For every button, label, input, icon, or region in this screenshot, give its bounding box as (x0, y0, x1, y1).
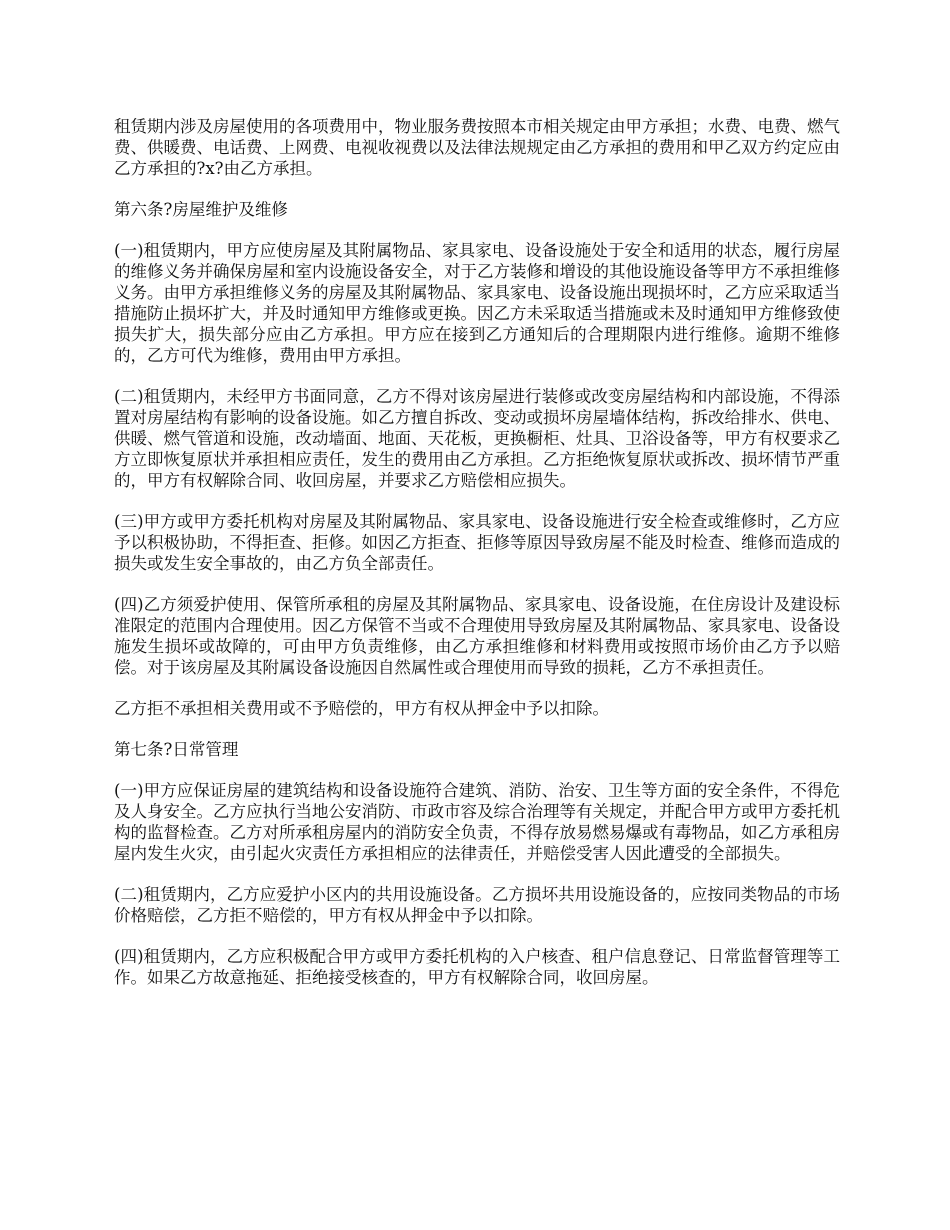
paragraph-7-2: (二)租赁期内，乙方应爱护小区内的共用设施设备。乙方损坏共用设施设备的，应按同类物品的市场价格赔偿，乙方拒不赔偿的，甲方有权从押金中予以扣除。 (114, 885, 840, 925)
heading-article-7: 第七条?日常管理 (114, 740, 239, 759)
heading-article-6: 第六条?房屋维护及维修 (114, 200, 288, 219)
paragraph-6-2: (二)租赁期内，未经甲方书面同意，乙方不得对该房屋进行装修或改变房屋结构和内部设施，不得添置对房屋结构有影响的设备设施。如乙方擅自拆改、变动或损坏房屋墙体结构，拆改给排水、供电、供暖、燃气管道和设施，改动墙面、地面、天花板，更换橱柜、灶具、卫浴设备等，甲方有权要求乙方立即恢复原状并承担相应责任，发生的费用由乙方承担。乙方拒绝恢复原状或拆改、损坏情节严重的，甲方有权解除合同、收回房屋，并要求乙方赔偿相应损失。 (114, 387, 840, 490)
paragraph-7-1: (一)甲方应保证房屋的建筑结构和设备设施符合建筑、消防、治安、卫生等方面的安全条件，不得危及人身安全。乙方应执行当地公安消防、市政市容及综合治理等有关规定，并配合甲方或甲方委托机构的监督检查。乙方对所承租房屋内的消防安全负责，不得存放易燃易爆或有毒物品，如乙方承租房屋内发生火灾，由引起火灾责任方承担相应的法律责任，并赔偿受害人因此遭受的全部损失。 (114, 781, 840, 863)
paragraph-fees: 租赁期内涉及房屋使用的各项费用中，物业服务费按照本市相关规定由甲方承担；水费、电费、燃气费、供暖费、电话费、上网费、电视收视费以及法律法规规定由乙方承担的费用和甲乙双方约定应由乙方承担的?x?由乙方承担。 (114, 117, 840, 178)
paragraph-7-4: (四)租赁期内，乙方应积极配合甲方或甲方委托机构的入户核查、租户信息登记、日常监督管理等工作。如果乙方故意拖延、拒绝接受核查的，甲方有权解除合同，收回房屋。 (114, 947, 840, 987)
paragraph-deposit-deduction: 乙方拒不承担相关费用或不予赔偿的，甲方有权从押金中予以扣除。 (114, 699, 609, 718)
paragraph-6-4: (四)乙方须爱护使用、保管所承租的房屋及其附属物品、家具家电、设备设施，在住房设计及建设标准限定的范围内合理使用。因乙方保管不当或不合理使用导致房屋及其附属物品、家具家电、设备设施发生损坏或故障的，可由甲方负责维修，由乙方承担维修和材料费用或按照市场价由乙方予以赔偿。对于该房屋及其附属设备设施因自然属性或合理使用而导致的损耗，乙方不承担责任。 (114, 595, 840, 677)
document-body (114, 116, 840, 1008)
paragraph-6-1: (一)租赁期内，甲方应使房屋及其附属物品、家具家电、设备设施处于安全和适用的状态，履行房屋的维修义务并确保房屋和室内设施设备安全，对于乙方装修和增设的其他设施设备等甲方不承担维修义务。由甲方承担维修义务的房屋及其附属物品、家具家电、设备设施出现损坏时，乙方应采取适当措施防止损坏扩大，并及时通知甲方维修或更换。因乙方未采取适当措施或未及时通知甲方维修致使损失扩大，损失部分应由乙方承担。甲方应在接到乙方通知后的合理期限内进行维修。逾期不维修的，乙方可代为维修，费用由甲方承担。 (114, 241, 840, 365)
paragraph-6-3: (三)甲方或甲方委托机构对房屋及其附属物品、家具家电、设备设施进行安全检查或维修时，乙方应予以积极协助，不得拒查、拒修。如因乙方拒查、拒修等原因导致房屋不能及时检查、维修而造成的损失或发生安全事故的，由乙方负全部责任。 (114, 512, 840, 573)
